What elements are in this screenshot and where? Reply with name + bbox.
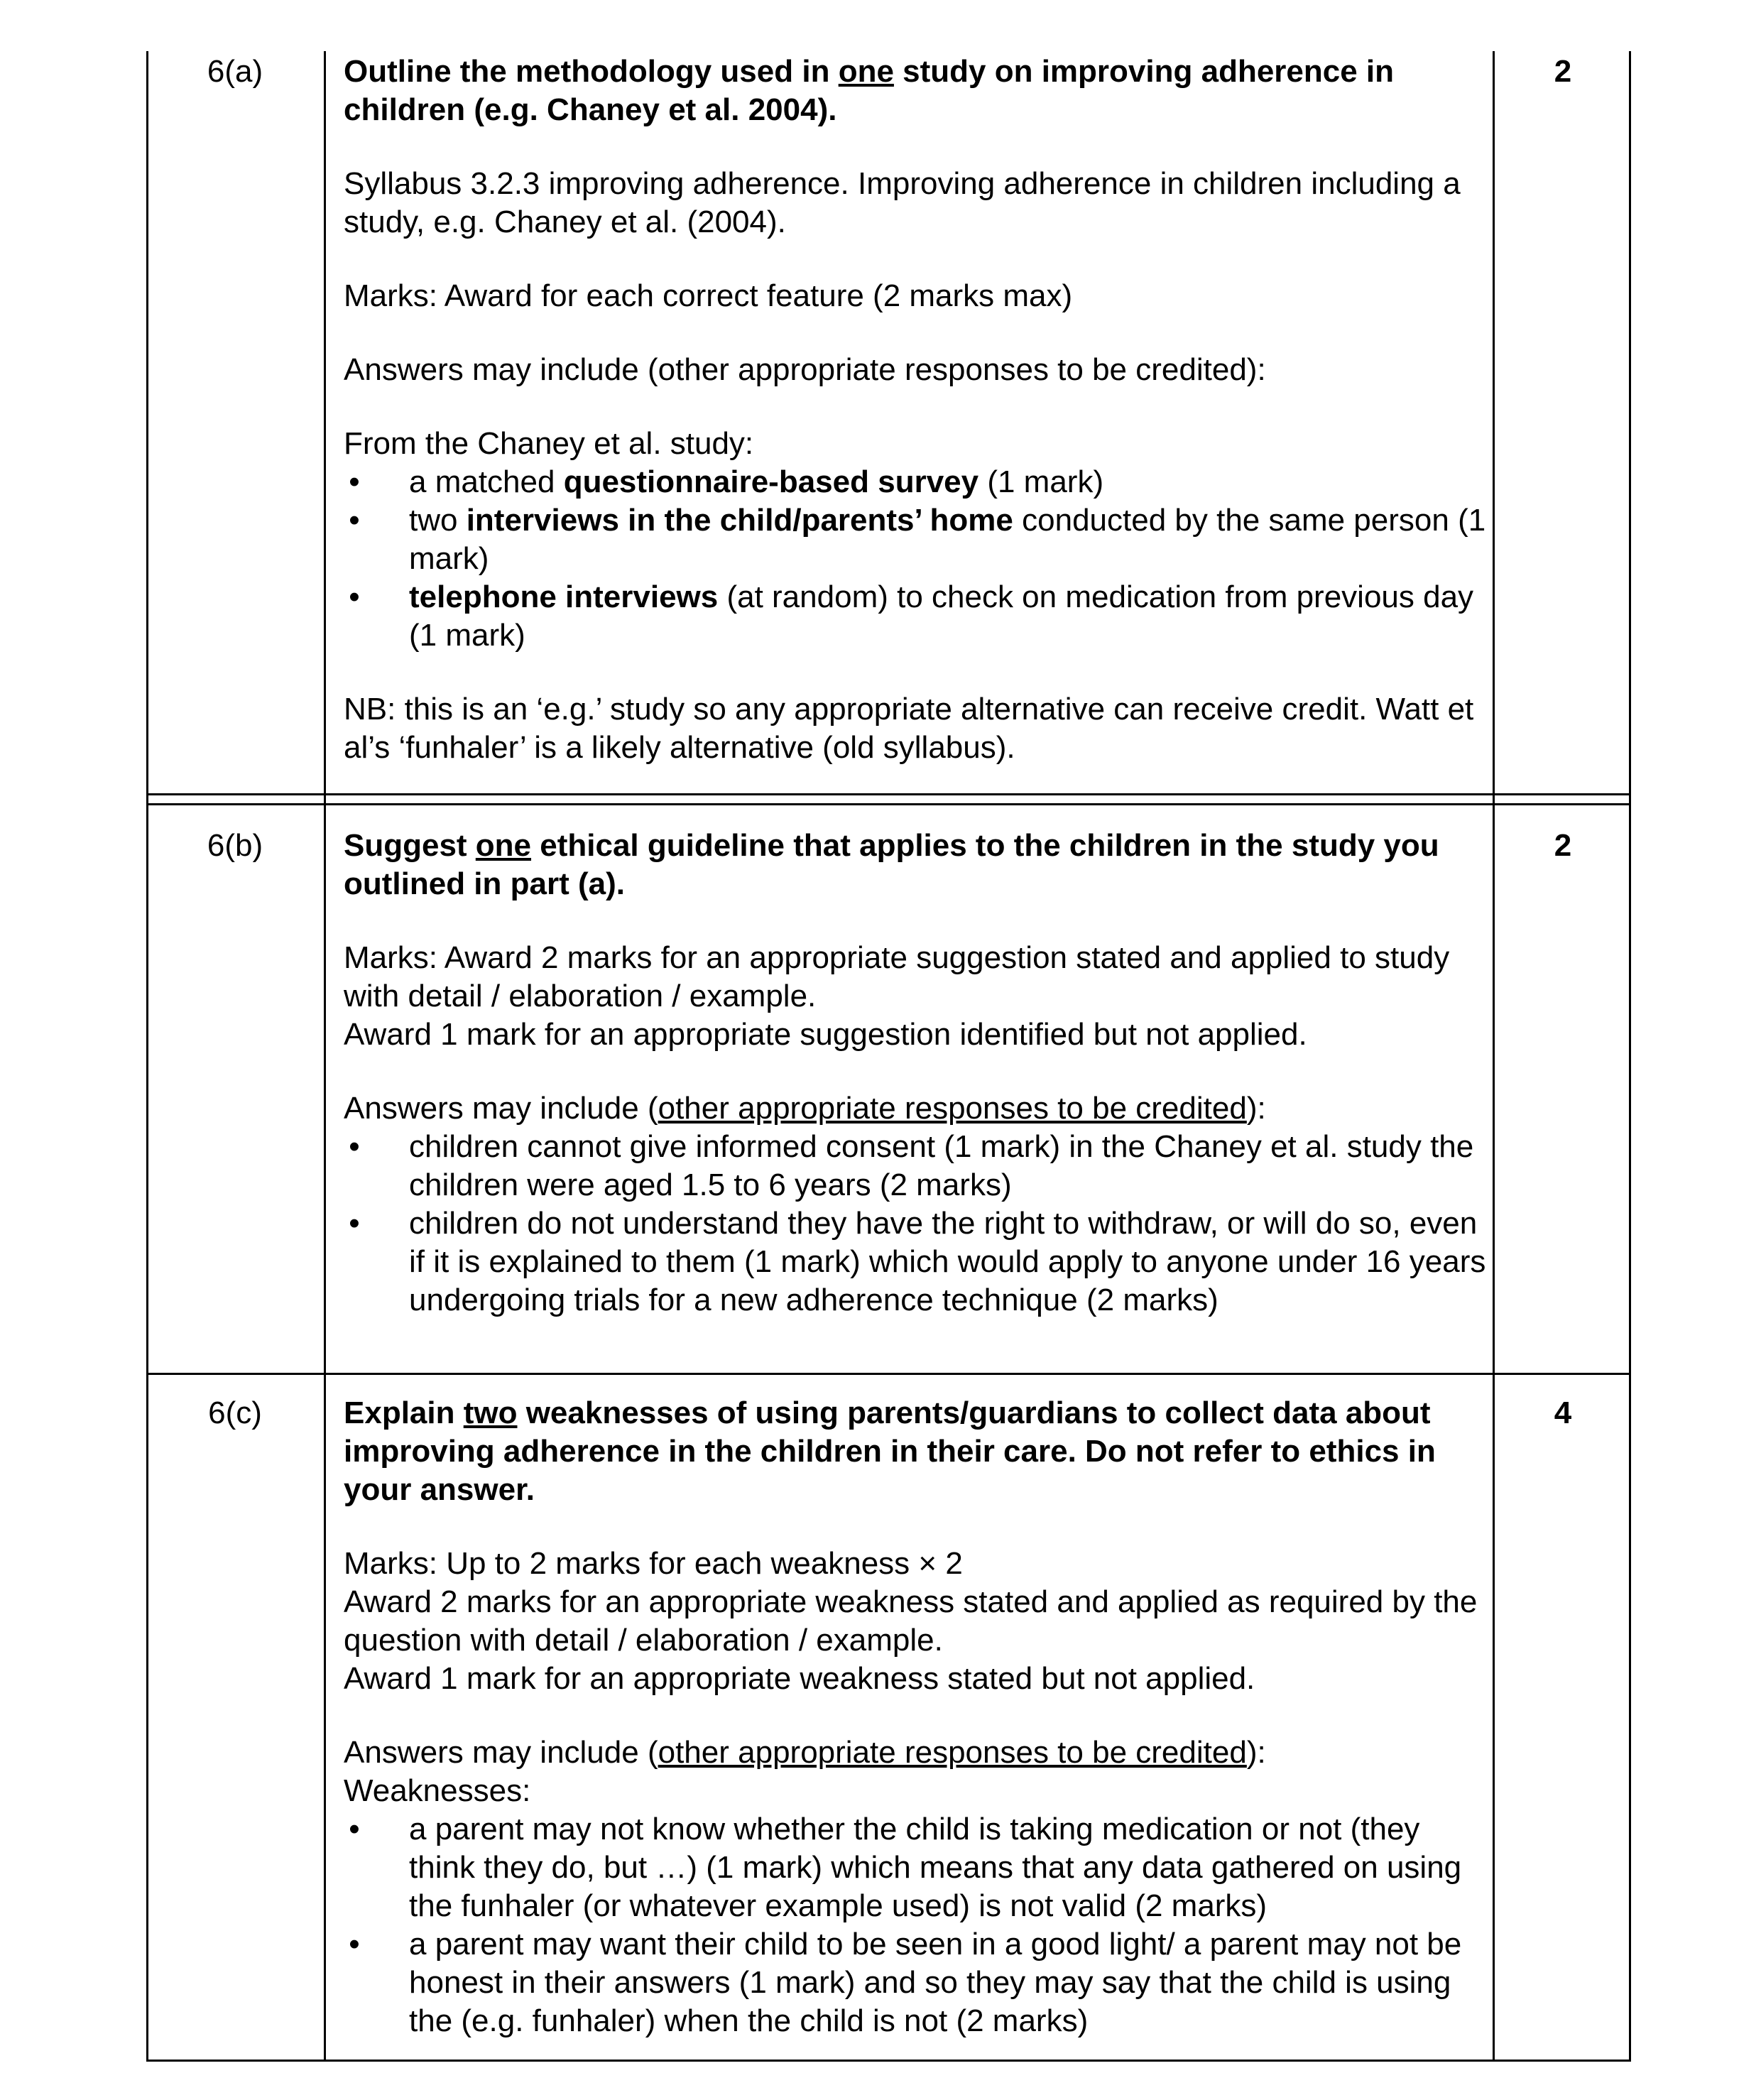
answer-cell-6a xyxy=(344,53,1487,767)
answer-list xyxy=(344,1128,1487,1320)
answers-intro: Answers may include (other appropriate responses to be credited): xyxy=(344,352,1266,387)
list-item: • a parent may want their child to be seen in a good light/ a parent may not be honest in their answers (1 mark) and so they may say that the child is using the (e.g. funhaler) when the child is not (2 marks) xyxy=(344,1925,1487,2040)
question-text: Suggest one ethical guideline that applies to the children in the study you outlined in part (a). xyxy=(344,828,1439,901)
answers-intro: Answers may include (other appropriate responses to be credited): xyxy=(344,1735,1266,1770)
row-separator-b xyxy=(146,1373,1631,1375)
marks-text: Award 1 mark for an appropriate suggestion identified but not applied. xyxy=(344,1017,1307,1052)
answer-list xyxy=(344,1810,1487,2040)
question-text: Outline the methodology used in one study on improving adherence in children (e.g. Chaney et al. 2004). xyxy=(344,54,1395,127)
row-separator-a-bottom xyxy=(146,803,1631,805)
list-item: • a matched questionnaire-based survey (1 mark) xyxy=(344,463,1487,501)
row-separator-a-top xyxy=(146,793,1631,795)
answer-cell-6b xyxy=(344,827,1487,1320)
answer-list xyxy=(344,463,1487,655)
answers-intro: Answers may include (other appropriate responses to be credited): xyxy=(344,1091,1266,1126)
table-divider-col2 xyxy=(1493,51,1495,2062)
marks-text: Award 2 marks for an appropriate weakness stated and applied as required by the question with detail / elaboration / example. xyxy=(344,1584,1478,1658)
marks-text: Marks: Award 2 marks for an appropriate suggestion stated and applied to study with detail / elaboration / example. xyxy=(344,940,1450,1013)
question-text: Explain two weaknesses of using parents/guardians to collect data about improving adherence in the children in their care. Do not refer to ethics in your answer. xyxy=(344,1396,1436,1507)
question-number-6c: 6(c) xyxy=(208,1396,262,1430)
mark-total-6a: 2 xyxy=(1554,54,1572,89)
marks-text: Award 1 mark for an appropriate weakness stated but not applied. xyxy=(344,1661,1255,1696)
answer-cell-6c xyxy=(344,1394,1487,2040)
list-item: • children do not understand they have the right to withdraw, or will do so, even if it is explained to them (1 mark) which would apply to anyone under 16 years undergoing trials for a new adherence technique (2 marks) xyxy=(344,1204,1487,1320)
mark-total-6b: 2 xyxy=(1554,828,1572,863)
list-item: • a parent may not know whether the child is taking medication or not (they think they do, but …) (1 mark) which means that any data gathered on using the funhaler (or whatever example used) is not valid (2 marks) xyxy=(344,1810,1487,1925)
list-item: • children cannot give informed consent (1 mark) in the Chaney et al. study the children were aged 1.5 to 6 years (2 marks) xyxy=(344,1128,1487,1204)
table-border-bottom xyxy=(146,2060,1631,2062)
marks-text: Marks: Up to 2 marks for each weakness × 2 xyxy=(344,1546,963,1581)
syllabus-text: Syllabus 3.2.3 improving adherence. Improving adherence in children including a study, e.g. Chaney et al. (2004). xyxy=(344,166,1461,239)
weaknesses-heading: Weaknesses: xyxy=(344,1773,531,1808)
marks-text: Marks: Award for each correct feature (2 marks max) xyxy=(344,278,1073,313)
mark-total-6c: 4 xyxy=(1554,1396,1572,1430)
question-number-6a: 6(a) xyxy=(207,54,263,89)
list-item: • two interviews in the child/parents’ home conducted by the same person (1 mark) xyxy=(344,501,1487,578)
question-number-6b: 6(b) xyxy=(207,828,263,863)
list-item: • telephone interviews (at random) to check on medication from previous day (1 mark) xyxy=(344,578,1487,655)
table-border-left xyxy=(146,51,148,2062)
note-text: NB: this is an ‘e.g.’ study so any appropriate alternative can receive credit. Watt et al’s ‘funhaler’ is a likely alternative (old syllabus). xyxy=(344,692,1474,765)
study-intro: From the Chaney et al. study: xyxy=(344,426,754,461)
table-border-right xyxy=(1629,51,1631,2062)
table-divider-col1 xyxy=(324,51,326,2062)
